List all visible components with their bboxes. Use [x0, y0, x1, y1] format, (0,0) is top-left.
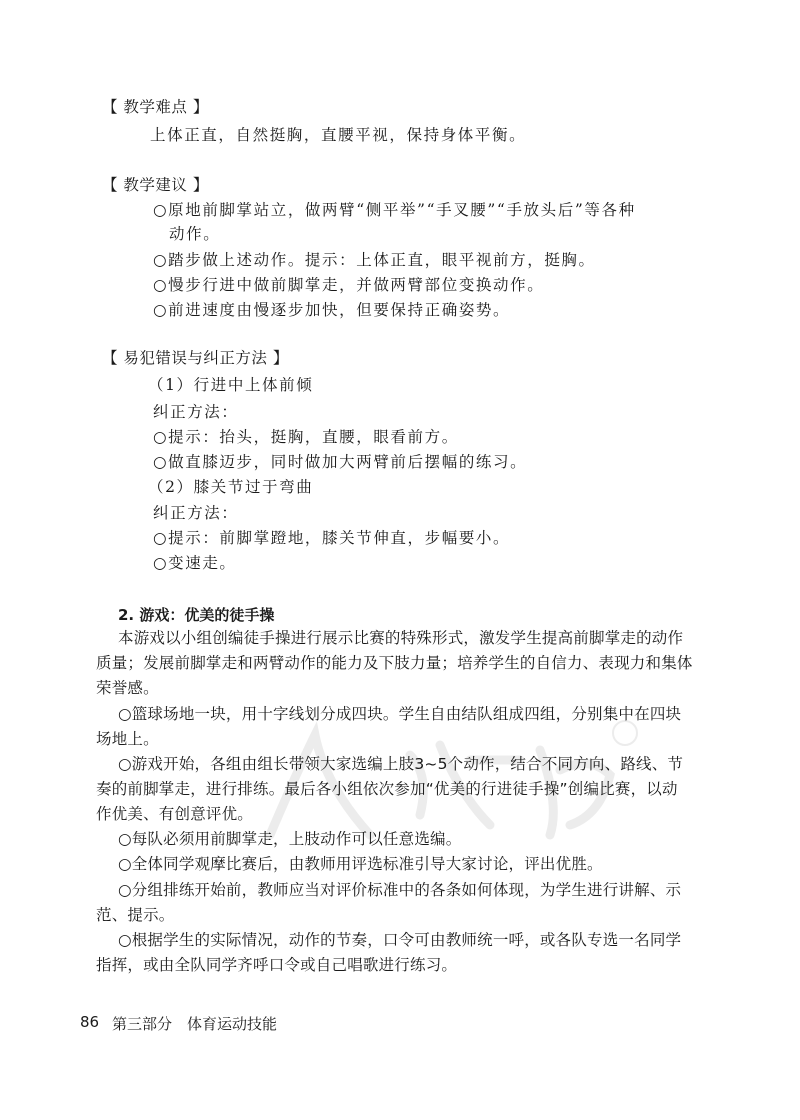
game-rule-line: 场地上。	[96, 730, 159, 748]
correction-label: 纠正方法：	[153, 403, 239, 421]
game-rule-line: ○游戏开始，各组由组长带领大家选编上肢3~5个动作，结合不同方向、路线、节	[118, 755, 684, 773]
suggestion-item: ○踏步做上述动作。提示：上体正直，眼平视前方，挺胸。	[153, 251, 596, 269]
game-paragraph-line: 质量；发展前脚掌走和两臂动作的能力及下肢力量；培养学生的自信力、表现力和集体	[96, 654, 693, 672]
game-paragraph-line: 本游戏以小组创编徒手操进行展示比赛的特殊形式，激发学生提高前脚掌走的动作	[118, 629, 684, 647]
correction-item: ○提示：前脚掌蹬地，膝关节伸直，步幅要小。	[153, 529, 511, 547]
correction-item: ○提示：抬头，挺胸，直腰，眼看前方。	[153, 428, 459, 446]
game-rule-line: 作优美、有创意评优。	[96, 805, 254, 823]
game-rule-line: 范、提示。	[96, 906, 175, 924]
game-rule-line: ○全体同学观摩比赛后，由教师用评选标准引导大家讨论，评出优胜。	[118, 855, 603, 873]
correction-label: 纠正方法：	[153, 504, 239, 522]
suggestion-item: ○前进速度由慢逐步加快，但要保持正确姿势。	[153, 301, 511, 319]
suggestion-item-continuation: 动作。	[169, 225, 221, 243]
game-rule-line: 奏的前脚掌走，进行排练。最后各小组依次参加“优美的行进徒手操”创编比赛，以动	[96, 780, 678, 798]
correction-item: ○做直膝迈步，同时做加大两臂前后摆幅的练习。	[153, 453, 528, 471]
correction-item: ○变速走。	[153, 554, 237, 572]
game-title: 2. 游戏：优美的徒手操	[118, 606, 275, 624]
suggestions-heading: 【 教学建议 】	[102, 176, 209, 194]
game-rule-line: ○篮球场地一块，用十字线划分成四块。学生自由结队组成四组，分别集中在四块	[118, 705, 682, 723]
difficulty-text: 上体正直，自然挺胸，直腰平视，保持身体平衡。	[150, 126, 527, 144]
suggestion-item: ○慢步行进中做前脚掌走，并做两臂部位变换动作。	[153, 276, 545, 294]
difficulty-heading: 【 教学难点 】	[102, 98, 209, 116]
game-rule-line: ○分组排练开始前，教师应当对评价标准中的各条如何体现，为学生进行讲解、示	[118, 881, 682, 899]
game-rule-line: 指挥，或由全队同学齐呼口令或自己唱歌进行练习。	[96, 956, 458, 974]
publisher-watermark-logo	[230, 715, 650, 855]
error-item-title: （2）膝关节过于弯曲	[148, 478, 314, 496]
errors-heading: 【 易犯错误与纠正方法 】	[102, 349, 289, 367]
game-paragraph-line: 荣誉感。	[96, 679, 159, 697]
game-rule-line: ○每队必须用前脚掌走，上肢动作可以任意选编。	[118, 830, 462, 848]
suggestion-item: ○原地前脚掌站立，做两臂“侧平举”“手叉腰”“手放头后”等各种	[153, 201, 636, 219]
section-title: 第三部分 体育运动技能	[112, 1015, 278, 1033]
game-rule-line: ○根据学生的实际情况，动作的节奏，口令可由教师统一呼，或各队专选一名同学	[118, 931, 682, 949]
error-item-title: （1）行进中上体前倾	[148, 376, 314, 394]
page-number: 86	[80, 1013, 100, 1031]
